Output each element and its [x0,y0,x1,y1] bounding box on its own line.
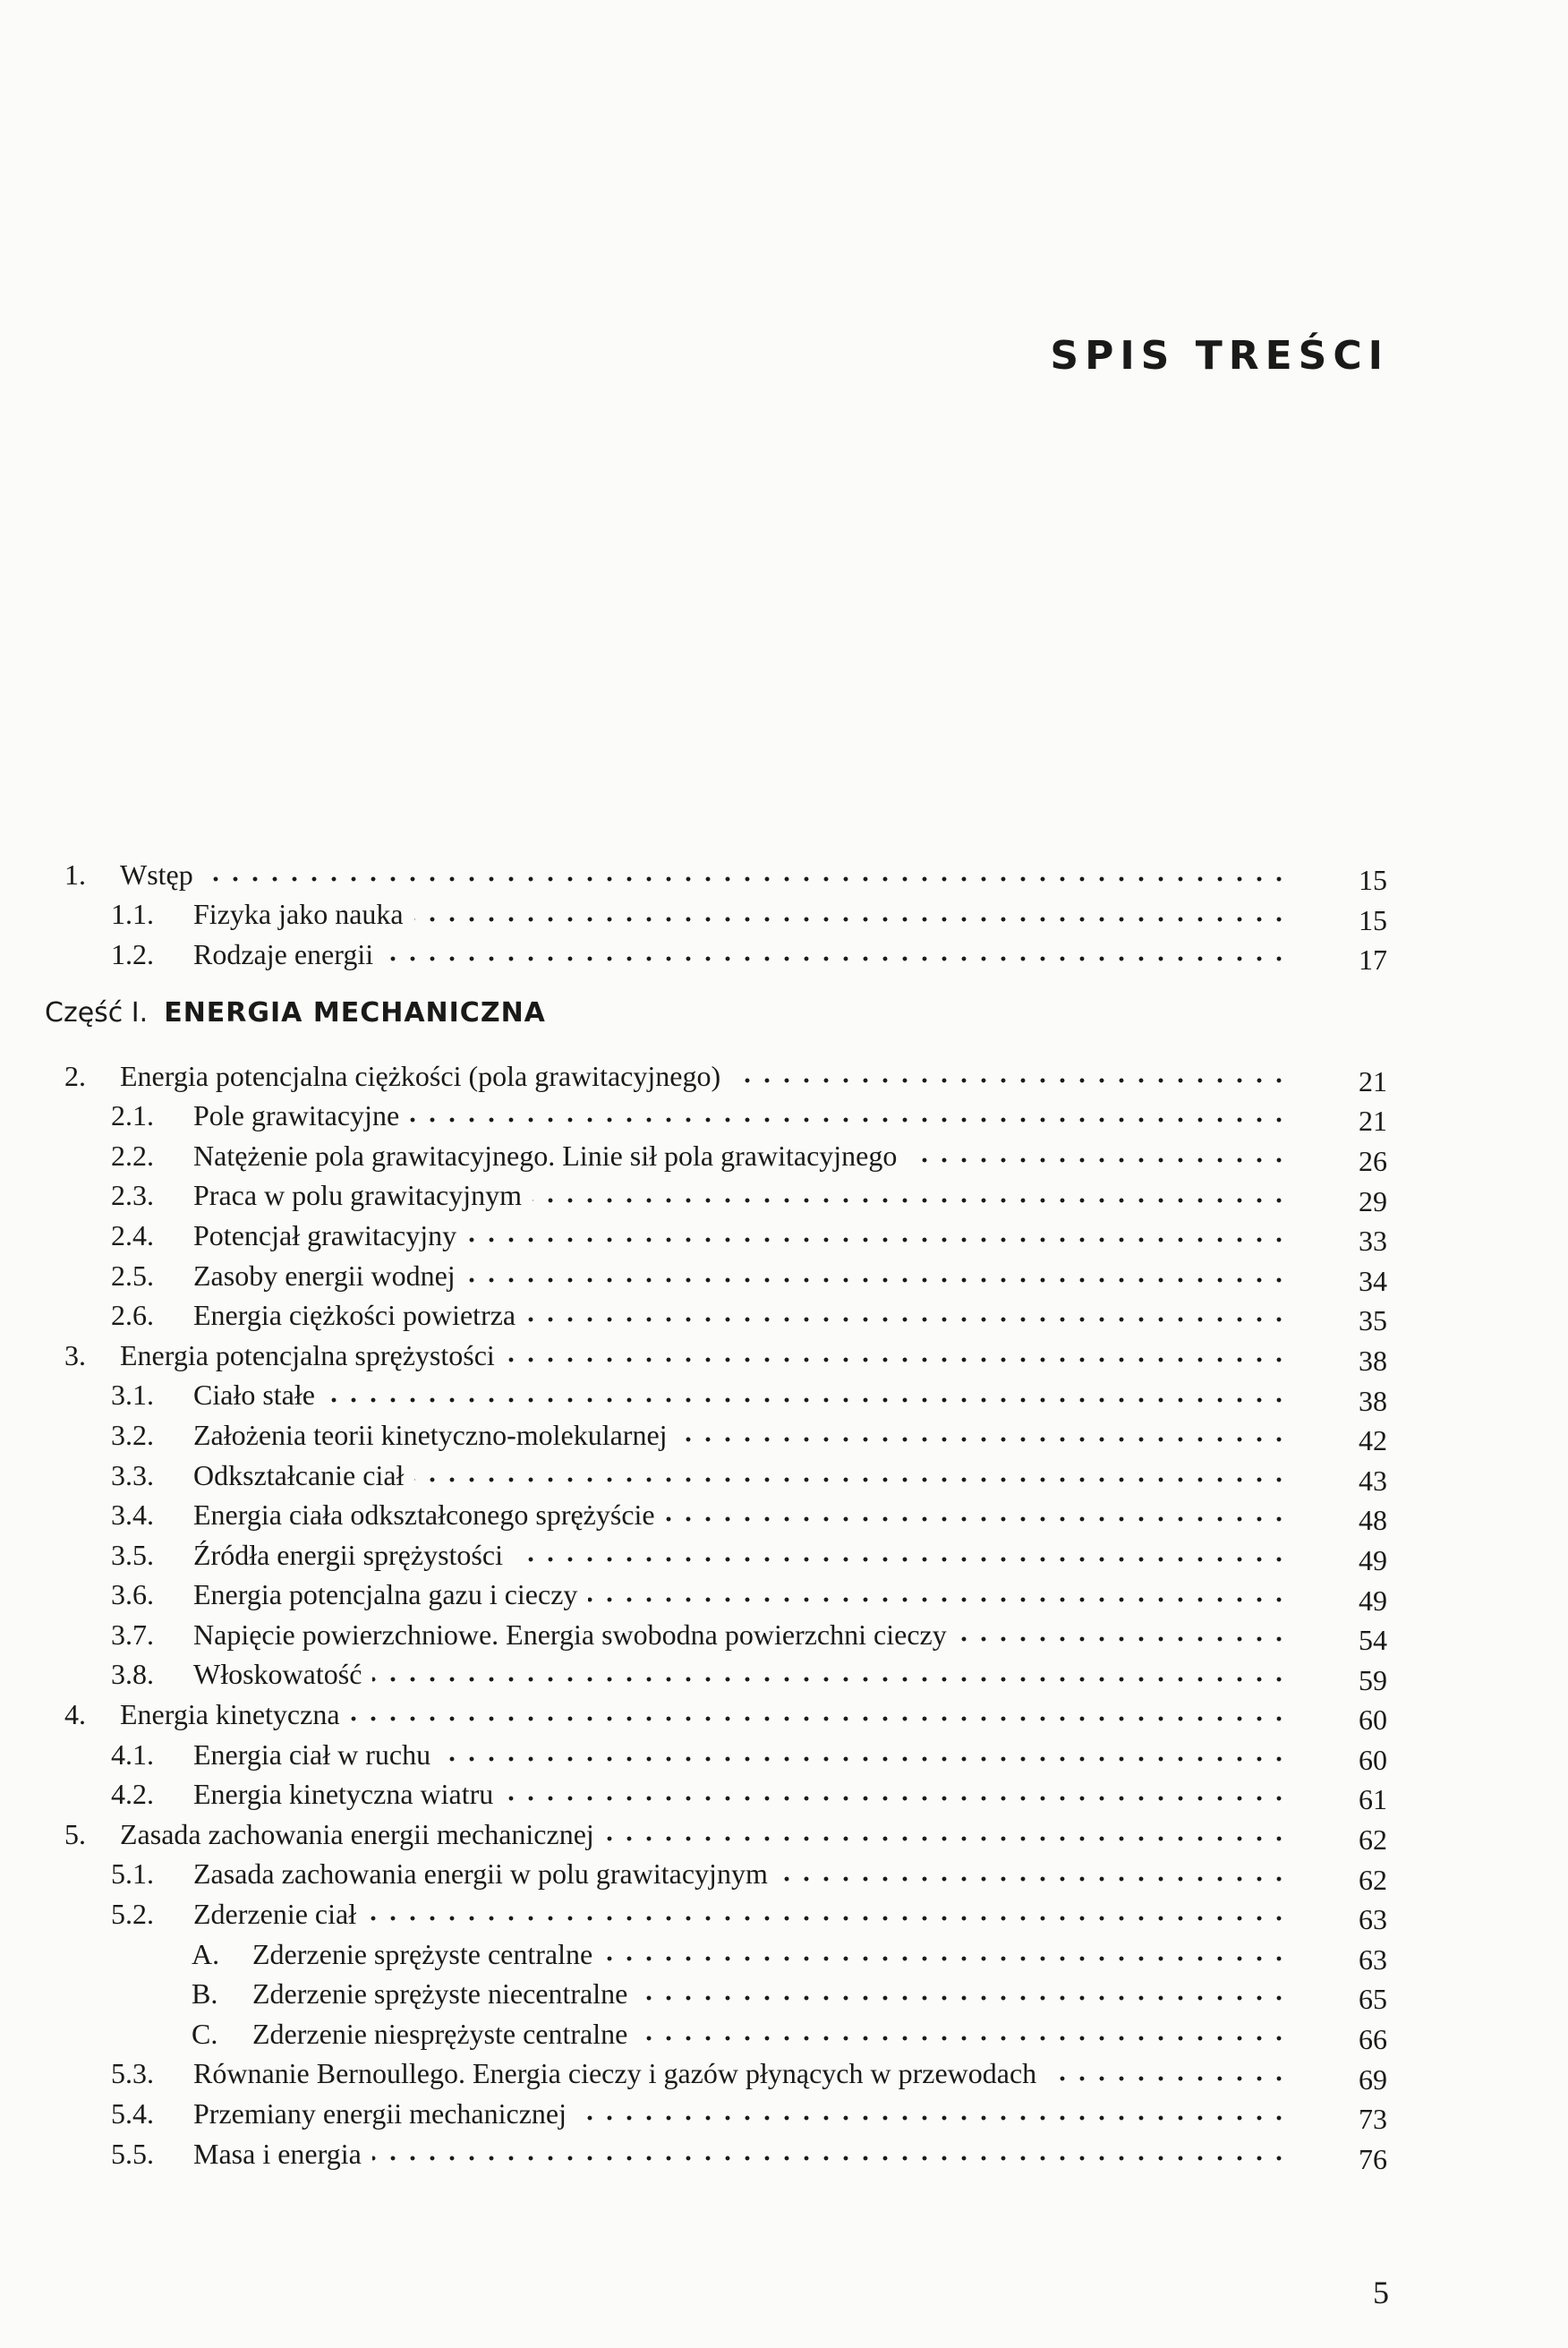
entry-number: 2.2. [111,1139,154,1172]
entry-page: 21 [1359,1105,1387,1138]
entry-title: Rodzaje energii [193,937,374,970]
entry-page: 26 [1359,1144,1387,1177]
entry-title: Energia kinetyczna wiatru [193,1778,494,1811]
toc-entry [45,1974,1387,2014]
entry-title: Napięcie powierzchniowe. Energia swobodna powierzchni cieczy [193,1618,947,1651]
entry-page: 15 [1359,864,1387,896]
toc-entry [45,1376,1387,1416]
page-title: SPIS TREŚCI [1050,333,1389,379]
entry-page: 43 [1359,1464,1387,1497]
dot-leader [467,1235,1289,1244]
entry-number: 2.4. [111,1218,154,1251]
entry-number: A. [192,1937,220,1970]
entry-number: 1. [64,858,86,891]
entry-number: 5. [64,1817,86,1850]
entry-page: 38 [1359,1384,1387,1417]
toc-entry [45,1774,1387,1814]
entry-title: Natężenie pola grawitacyjnego. Linie sił pola grawitacyjnego [193,1139,898,1172]
toc-entry [45,1456,1387,1496]
entry-page: 62 [1359,1863,1387,1896]
entry-number: 3. [64,1338,86,1371]
entry-title: Założenia teorii kinetyczno-molekularnej [193,1418,668,1451]
toc-entry [45,1056,1387,1097]
entry-page: 33 [1359,1225,1387,1258]
entry-title: Źródła energii sprężystości [193,1538,503,1571]
entry-page: 38 [1359,1344,1387,1377]
entry-number: 3.2. [111,1418,154,1451]
entry-number: B. [192,1977,218,2011]
dot-leader [326,1396,1289,1405]
entry-title: Masa i energia [193,2137,362,2170]
dot-leader [577,2113,1289,2122]
entry-number: 3.3. [111,1458,154,1491]
entry-title: Zderzenie sprężyste niecentralne [252,1977,628,2011]
entry-number: C. [192,2017,218,2050]
entry-number: 3.8. [111,1658,154,1691]
entry-number: 5.3. [111,2057,154,2090]
entry-page: 65 [1359,1983,1387,2016]
entry-number: 2.6. [111,1299,154,1332]
entry-page: 15 [1359,903,1387,936]
entry-page: 29 [1359,1184,1387,1217]
dot-leader [958,1635,1289,1644]
dot-leader [466,1276,1289,1285]
dot-leader [731,1076,1289,1085]
entry-title: Odkształcanie ciał [193,1458,405,1491]
entry-page: 21 [1359,1064,1387,1097]
entry-title: Włoskowatość [193,1658,362,1691]
intro-section [45,855,1387,975]
toc-entry [45,1894,1387,1934]
dot-leader [372,1675,1289,1684]
entry-title: Zderzenie niesprężyste centralne [252,2017,628,2050]
entry-title: Energia ciężkości powietrza [193,1299,516,1332]
entry-number: 3.1. [111,1379,154,1412]
entry-title: Przemiany energii mechanicznej [193,2097,567,2130]
dot-leader [605,1834,1289,1843]
entry-page: 17 [1359,943,1387,977]
table-of-contents [45,855,1387,2173]
dot-leader [638,1994,1289,2002]
entry-number: 3.6. [111,1578,154,1611]
dot-leader [410,1115,1289,1124]
part-label: Część I. [45,996,149,1029]
entry-number: 5.5. [111,2137,154,2170]
entry-title: Energia potencjalna sprężystości [120,1338,495,1371]
entry-title: Energia potencjalna ciężkości (pola grawitacyjnego) [120,1059,721,1092]
dot-leader [414,1475,1289,1484]
toc-entry [45,1295,1387,1336]
entry-number: 2. [64,1059,86,1092]
entry-number: 2.3. [111,1179,154,1212]
entry-title: Zasada zachowania energii w polu grawitacyjnym [193,1857,768,1891]
part-title: ENERGIA MECHANICZNA [164,996,546,1029]
entry-page: 60 [1359,1703,1387,1737]
entry-title: Zasada zachowania energii mechanicznej [120,1817,594,1850]
entry-number: 4.1. [111,1738,154,1771]
dot-leader [1047,2074,1289,2083]
dot-leader [603,1954,1289,1963]
entry-title: Pole grawitacyjne [193,1099,400,1132]
entry-number: 3.5. [111,1538,154,1571]
entry-page: 69 [1359,2062,1387,2096]
entry-number: 4. [64,1698,86,1731]
entry-page: 59 [1359,1663,1387,1696]
dot-leader [384,954,1289,963]
part-heading [45,997,1387,1037]
toc-entry [45,1336,1387,1376]
toc-entry [45,1136,1387,1176]
entry-title: Energia kinetyczna [120,1698,340,1731]
toc-entry [45,1216,1387,1256]
toc-entry [45,1256,1387,1296]
toc-entry [45,1096,1387,1136]
entry-number: 4.2. [111,1778,154,1811]
entry-number: 1.1. [111,898,154,931]
entry-number: 3.7. [111,1618,154,1651]
entry-page: 66 [1359,2023,1387,2056]
entry-title: Równanie Bernoullego. Energia cieczy i gazów płynących w przewodach [193,2057,1037,2090]
entry-page: 73 [1359,2103,1387,2136]
dot-leader [204,875,1289,884]
entry-title: Wstęp [120,858,193,891]
entry-title: Energia potencjalna gazu i cieczy [193,1578,578,1611]
toc-entry [45,2094,1387,2134]
entry-title: Energia ciał w ruchu [193,1738,431,1771]
toc-entry [45,1415,1387,1456]
entry-number: 2.5. [111,1259,154,1292]
entry-number: 5.4. [111,2097,154,2130]
toc-entry [45,935,1387,975]
entry-number: 5.1. [111,1857,154,1891]
entry-page: 63 [1359,1942,1387,1976]
dot-leader [908,1156,1289,1165]
toc-entry [45,1495,1387,1535]
entry-title: Zasoby energii wodnej [193,1259,456,1292]
page-number: 5 [1373,2275,1389,2310]
toc-entry [45,1735,1387,1775]
entry-title: Ciało stałe [193,1379,315,1412]
entry-page: 49 [1359,1584,1387,1617]
toc-entry [45,1575,1387,1616]
entry-page: 49 [1359,1543,1387,1576]
dot-leader [351,1714,1289,1723]
entry-title: Zderzenie sprężyste centralne [252,1937,593,1970]
entry-title: Energia ciała odkształconego sprężyście [193,1498,655,1532]
part-entries [45,1056,1387,2174]
entry-number: 1.2. [111,937,154,970]
toc-entry [45,1695,1387,1735]
entry-number: 3.4. [111,1498,154,1532]
entry-page: 60 [1359,1743,1387,1776]
toc-entry [45,2134,1387,2174]
dot-leader [504,1794,1289,1803]
toc-entry [45,2014,1387,2054]
toc-entry [45,1855,1387,1895]
entry-title: Zderzenie ciał [193,1898,357,1931]
entry-page: 48 [1359,1504,1387,1537]
dot-leader [638,2034,1289,2043]
toc-entry [45,1814,1387,1855]
dot-leader [441,1755,1289,1763]
entry-page: 54 [1359,1624,1387,1657]
entry-number: 2.1. [111,1099,154,1132]
toc-entry [45,2054,1387,2095]
entry-page: 42 [1359,1424,1387,1457]
toc-entry [45,1655,1387,1695]
dot-leader [372,2154,1289,2163]
dot-leader [414,915,1289,924]
entry-page: 34 [1359,1264,1387,1297]
dot-leader [678,1435,1289,1444]
dot-leader [367,1914,1289,1923]
entry-number: 5.2. [111,1898,154,1931]
entry-page: 62 [1359,1823,1387,1857]
toc-entry [45,1535,1387,1575]
toc-entry [45,1934,1387,1975]
dot-leader [526,1315,1289,1324]
dot-leader [779,1874,1289,1883]
toc-entry [45,895,1387,935]
entry-page: 76 [1359,2142,1387,2175]
dot-leader [506,1355,1289,1364]
entry-page: 61 [1359,1783,1387,1816]
entry-page: 63 [1359,1903,1387,1936]
entry-title: Potencjał grawitacyjny [193,1218,457,1251]
toc-entry [45,1615,1387,1655]
dot-leader [588,1595,1289,1604]
dot-leader [514,1555,1289,1564]
dot-leader [533,1196,1289,1205]
entry-title: Praca w polu grawitacyjnym [193,1179,522,1212]
toc-entry [45,855,1387,895]
toc-entry [45,1176,1387,1217]
entry-page: 35 [1359,1304,1387,1337]
entry-title: Fizyka jako nauka [193,898,404,931]
dot-leader [666,1515,1289,1524]
